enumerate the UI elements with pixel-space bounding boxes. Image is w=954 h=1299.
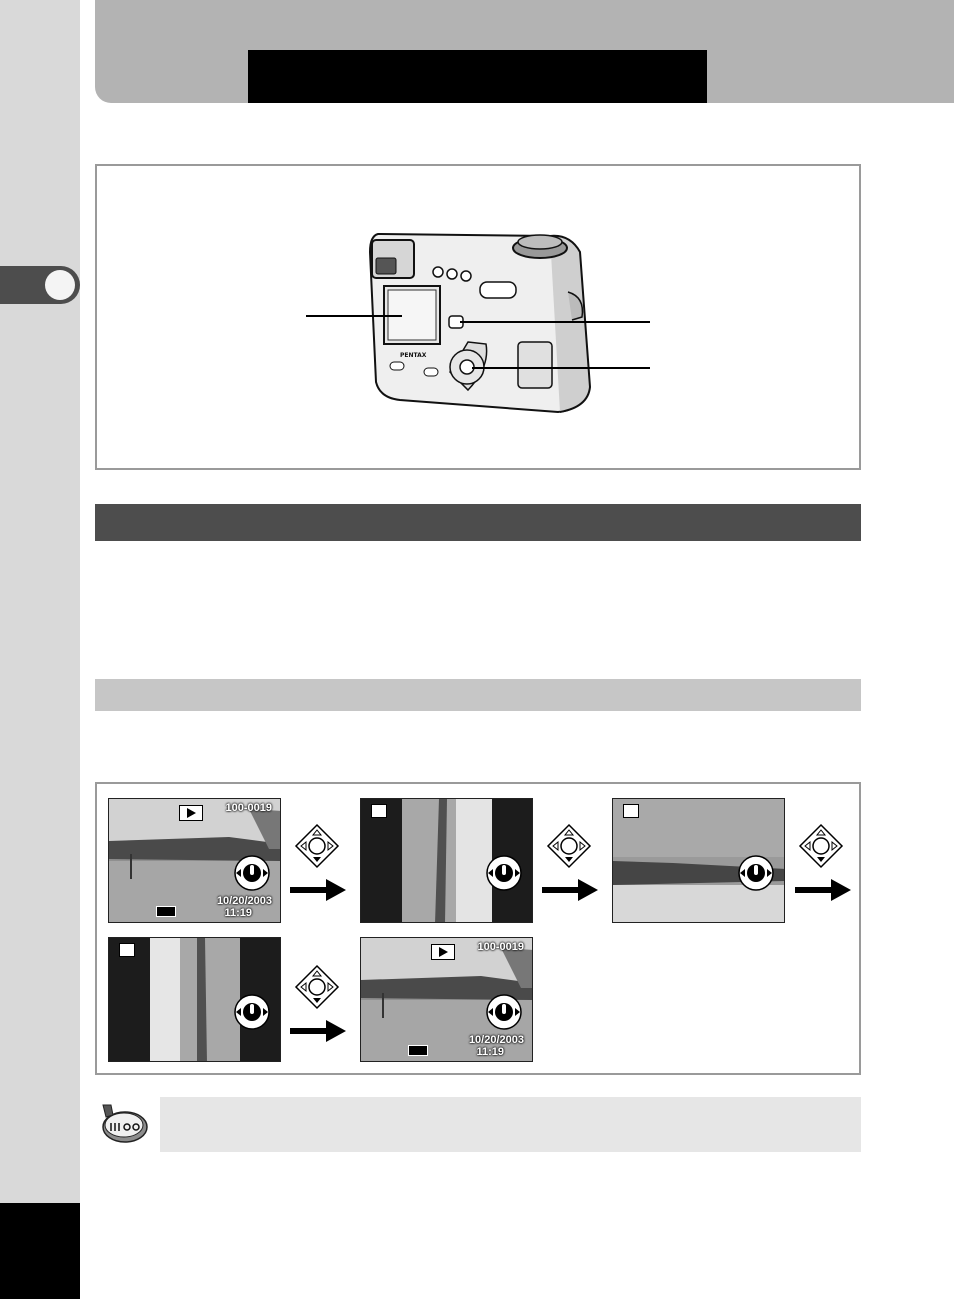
capture-time: 11:19 xyxy=(476,1046,504,1058)
battery-icon xyxy=(156,906,176,917)
play-icon xyxy=(431,944,455,960)
svg-text:PENTAX: PENTAX xyxy=(400,352,427,359)
playback-screen-rotated-90 xyxy=(360,798,533,923)
memo-box xyxy=(160,1097,861,1152)
playback-screen-rotated-270 xyxy=(108,937,281,1062)
rotate-icon xyxy=(119,943,135,957)
camera-illustration xyxy=(300,222,660,422)
file-number: 100-0019 xyxy=(477,941,524,953)
right-arrow-icon xyxy=(290,879,346,901)
four-way-controller-icon xyxy=(798,823,844,869)
rotate-icon xyxy=(623,804,639,818)
left-margin-strip xyxy=(0,0,80,1299)
playback-screen-rotated-180 xyxy=(612,798,785,923)
right-arrow-icon xyxy=(795,879,851,901)
four-way-controller-icon xyxy=(294,964,340,1010)
right-arrow-icon xyxy=(290,1020,346,1042)
play-icon xyxy=(179,805,203,821)
four-way-controller-icon xyxy=(486,994,522,1030)
capture-date: 10/20/2003 xyxy=(468,1034,524,1046)
file-number: 100-0019 xyxy=(225,802,272,814)
battery-icon xyxy=(408,1045,428,1056)
rotate-icon xyxy=(371,804,387,818)
four-way-controller-icon xyxy=(486,855,522,891)
four-way-controller-icon xyxy=(546,823,592,869)
chapter-marker xyxy=(45,270,75,300)
four-way-controller-icon xyxy=(234,855,270,891)
playback-screen-restored xyxy=(360,937,533,1062)
right-arrow-icon xyxy=(542,879,598,901)
subsection-heading-bar xyxy=(95,679,861,711)
capture-time: 11:19 xyxy=(224,907,252,919)
section-heading-bar xyxy=(95,504,861,541)
page-title-block xyxy=(248,50,707,103)
playback-screen-original xyxy=(108,798,281,923)
four-way-controller-icon xyxy=(294,823,340,869)
capture-date: 10/20/2003 xyxy=(216,895,272,907)
memo-icon xyxy=(97,1101,149,1145)
four-way-controller-icon xyxy=(738,855,774,891)
page-number-block xyxy=(0,1203,80,1299)
four-way-controller-icon xyxy=(234,994,270,1030)
